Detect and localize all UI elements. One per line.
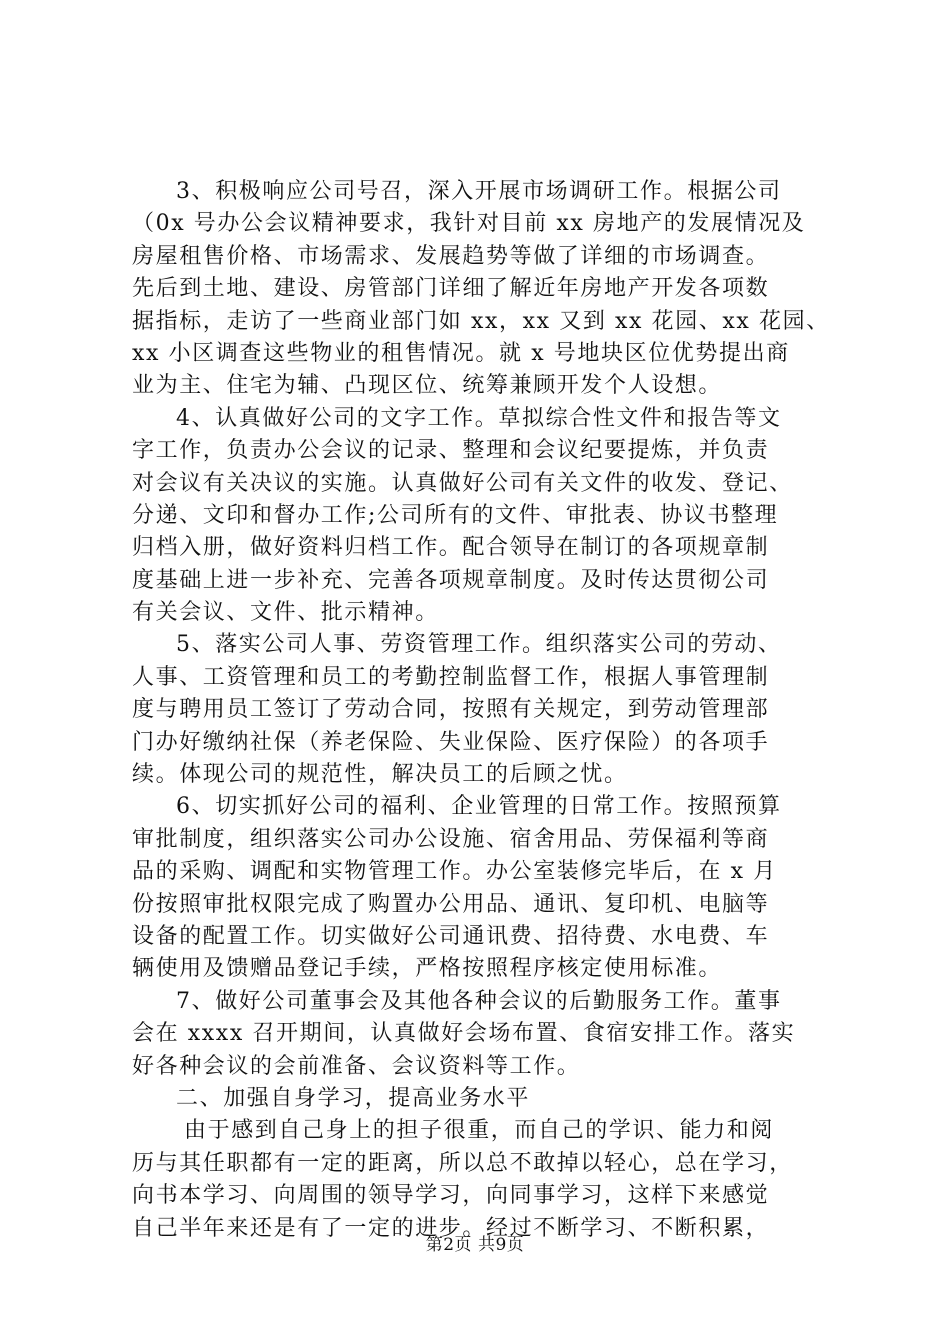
paragraph-4-line-7: 有关会议、文件、批示精神。	[132, 600, 439, 626]
paragraph-3-line-4: 先后到土地、建设、房管部门详细了解近年房地产开发各项数	[132, 276, 770, 302]
paragraph-6-line-5: 设备的配置工作。切实做好公司通讯费、招待费、水电费、车	[132, 923, 770, 949]
paragraph-5-line-1: 5、落实公司人事、劳资管理工作。组织落实公司的劳动、	[176, 632, 782, 658]
paragraph-study-line-4: 自己半年来还是有了一定的进步。经过不断学习、不断积累，	[132, 1215, 770, 1241]
document-body	[132, 176, 830, 1245]
paragraph-6-line-2: 审批制度，组织落实公司办公设施、宿舍用品、劳保福利等商	[132, 826, 770, 852]
paragraph-study-line-1: 由于感到自己身上的担子很重，而自己的学识、能力和阅	[184, 1118, 775, 1144]
page-number-footer: 第2页 共9页	[425, 1235, 525, 1255]
paragraph-6-line-6: 辆使用及馈赠品登记手续，严格按照程序核定使用标准。	[132, 956, 723, 982]
paragraph-7-line-2: 会在 xxxx 召开期间，认真做好会场布置、食宿安排工作。落实	[132, 1021, 796, 1047]
section-heading: 二、加强自身学习，提高业务水平	[176, 1085, 531, 1111]
paragraph-7-line-1: 7、做好公司董事会及其他各种会议的后勤服务工作。董事	[176, 988, 782, 1014]
paragraph-6-line-4: 份按照审批权限完成了购置办公用品、通讯、复印机、电脑等	[132, 891, 770, 917]
paragraph-4-line-6: 度基础上进一步补充、完善各项规章制度。及时传达贯彻公司	[132, 567, 770, 593]
paragraph-3-line-7: 业为主、住宅为辅、凸现区位、统筹兼顾开发个人设想。	[132, 373, 723, 399]
paragraph-study-line-2: 历与其任职都有一定的距离，所以总不敢掉以轻心，总在学习，	[132, 1150, 793, 1176]
paragraph-5-line-2: 人事、工资管理和员工的考勤控制监督工作，根据人事管理制	[132, 664, 770, 690]
paragraph-7-line-3: 好各种会议的会前准备、会议资料等工作。	[132, 1053, 581, 1079]
paragraph-4-line-2: 字工作，负责办公会议的记录、整理和会议纪要提炼，并负责	[132, 438, 770, 464]
paragraph-6-line-1: 6、切实抓好公司的福利、企业管理的日常工作。按照预算	[176, 794, 782, 820]
paragraph-4-line-5: 归档入册，做好资料归档工作。配合领导在制订的各项规章制	[132, 535, 770, 561]
paragraph-4-line-4: 分递、文印和督办工作;公司所有的文件、审批表、协议书整理	[132, 502, 779, 528]
paragraph-3-line-1: 3、积极响应公司号召，深入开展市场调研工作。根据公司	[176, 179, 782, 204]
paragraph-study-line-3: 向书本学习、向周围的领导学习，向同事学习，这样下来感觉	[132, 1183, 770, 1209]
paragraph-3-line-2: （0x 号办公会议精神要求，我针对目前 xx 房地产的发展情况及	[132, 211, 806, 237]
paragraph-5-line-4: 门办好缴纳社保（养老保险、失业保险、医疗保险）的各项手	[132, 729, 770, 755]
paragraph-5-line-5: 续。体现公司的规范性，解决员工的后顾之忧。	[132, 762, 628, 788]
paragraph-3-line-3: 房屋租售价格、市场需求、发展趋势等做了详细的市场调查。	[132, 243, 770, 269]
paragraph-6-line-3: 品的采购、调配和实物管理工作。办公室装修完毕后，在 x 月	[132, 859, 777, 885]
paragraph-4-line-1: 4、认真做好公司的文字工作。草拟综合性文件和报告等文	[176, 405, 782, 431]
paragraph-5-line-3: 度与聘用员工签订了劳动合同，按照有关规定，到劳动管理部	[132, 697, 770, 723]
paragraph-3-line-5: 据指标，走访了一些商业部门如 xx，xx 又到 xx 花园、xx 花园、	[132, 308, 830, 334]
paragraph-3-line-6: xx 小区调查这些物业的租售情况。就 x 号地块区位优势提出商	[132, 340, 790, 366]
paragraph-4-line-3: 对会议有关决议的实施。认真做好公司有关文件的收发、登记、	[132, 470, 793, 496]
